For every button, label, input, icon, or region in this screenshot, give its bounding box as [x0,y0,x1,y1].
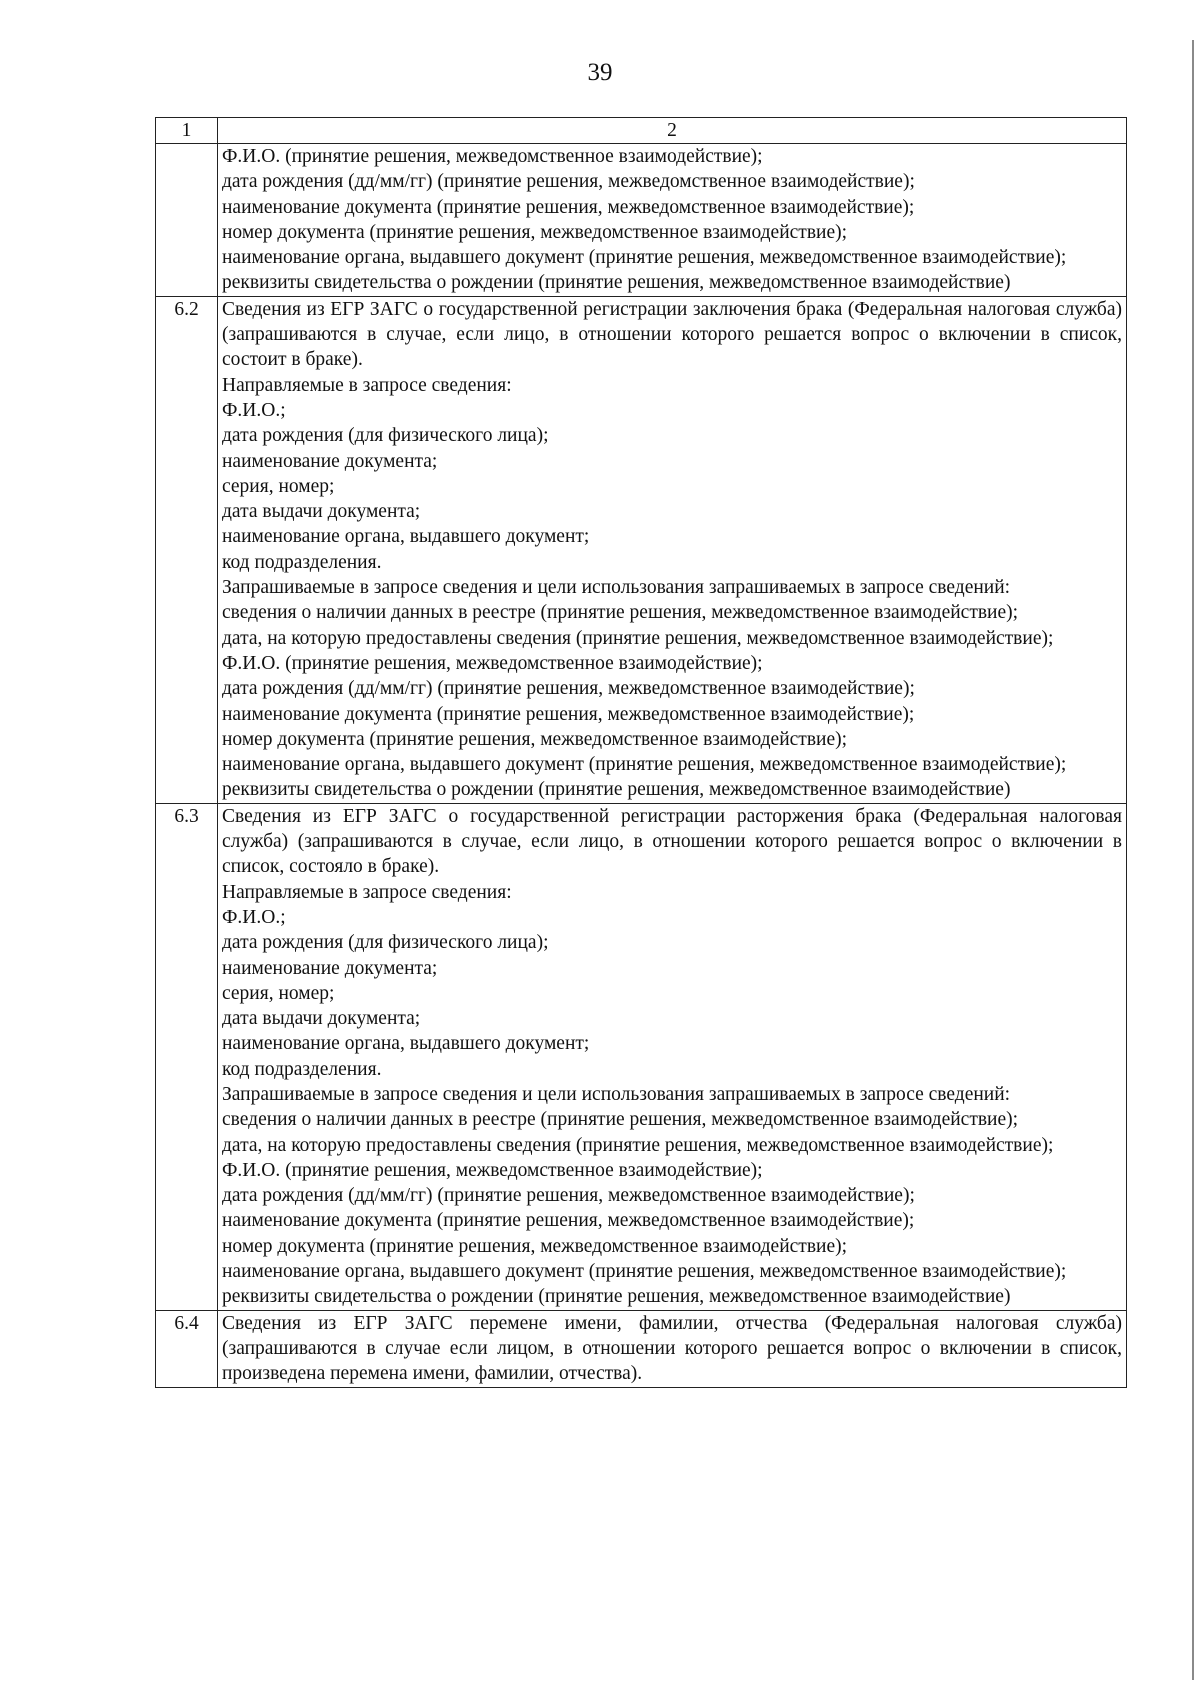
content-line: наименование органа, выдавшего документ (принятие решения, межведомственное взаимодействие); [222,247,1067,269]
content-line: Ф.И.О.; [222,906,286,928]
content-line: Ф.И.О. (принятие решения, межведомственное взаимодействие); [222,1159,763,1181]
row-content [218,296,1127,803]
content-line: Ф.И.О. (принятие решения, межведомственное взаимодействие); [222,652,763,674]
row-content [218,144,1127,297]
content-line: наименование органа, выдавшего документ (принятие решения, межведомственное взаимодействие); [222,754,1067,776]
content-line: реквизиты свидетельства о рождении (принятие решения, межведомственное взаимодействие) [222,272,1011,294]
content-line: наименование органа, выдавшего документ (принятие решения, межведомственное взаимодействие); [222,1261,1067,1283]
table-row [156,296,1127,803]
table-row [156,803,1127,1310]
content-line: дата, на которую предоставлены сведения (принятие решения, межведомственное взаимодействие); [222,627,1054,649]
row-number [156,144,218,297]
content-line: реквизиты свидетельства о рождении (принятие решения, межведомственное взаимодействие) [222,779,1011,801]
content-line: дата выдачи документа; [222,1008,421,1030]
table-row [156,1310,1127,1387]
content-line: Направляемые в запросе сведения: [222,374,512,396]
row-content [218,803,1127,1310]
content-line: дата рождения (для физического лица); [222,425,549,447]
content-line: серия, номер; [222,475,335,497]
content-line: Запрашиваемые в запросе сведения и цели использования запрашиваемых в запросе сведений: [222,577,1011,599]
content-line: Сведения из ЕГР ЗАГС перемене имени, фамилии, отчества (Федеральная налоговая служба) (запрашиваются в случае если лицом, в отношении которого решается вопрос о включении в список, произведена перемена имени, фамилии, отчества). [222,1312,1122,1385]
content-line: номер документа (принятие решения, межведомственное взаимодействие); [222,1235,848,1257]
content-line: наименование органа, выдавшего документ; [222,526,590,548]
content-line: наименование документа; [222,957,438,979]
requirements-table [155,117,1127,1388]
content-line: код подразделения. [222,1058,382,1080]
content-line: дата рождения (для физического лица); [222,932,549,954]
content-line: Ф.И.О. (принятие решения, межведомственное взаимодействие); [222,146,763,167]
content-line: наименование органа, выдавшего документ; [222,1033,590,1055]
row-number: 6.3 [156,803,218,1310]
content-line: номер документа (принятие решения, межведомственное взаимодействие); [222,221,848,243]
content-line: серия, номер; [222,982,335,1004]
content-line: сведения о наличии данных в реестре (принятие решения, межведомственное взаимодействие); [222,1109,1019,1131]
page-edge-line [1192,40,1194,1680]
content-line: наименование документа (принятие решения, межведомственное взаимодействие); [222,1210,915,1232]
content-line: наименование документа; [222,450,438,472]
content-line: код подразделения. [222,551,382,573]
content-line: Ф.И.О.; [222,399,286,421]
row-number: 6.4 [156,1310,218,1387]
content-line: Сведения из ЕГР ЗАГС о государственной регистрации заключения брака (Федеральная налоговая служба) (запрашиваются в случае, если лицо, в отношении которого решается вопрос о включении в список, состоит в браке). [222,298,1122,371]
content-line: наименование документа (принятие решения, межведомственное взаимодействие); [222,196,915,218]
content-line: дата выдачи документа; [222,501,421,523]
table-row [156,144,1127,297]
content-line: Запрашиваемые в запросе сведения и цели использования запрашиваемых в запросе сведений: [222,1083,1011,1105]
row-content [218,1310,1127,1387]
content-line: дата рождения (дд/мм/гг) (принятие решения, межведомственное взаимодействие); [222,678,915,700]
content-line: наименование документа (принятие решения, межведомственное взаимодействие); [222,703,915,725]
page-number: 39 [587,59,613,86]
content-line: дата рождения (дд/мм/гг) (принятие решения, межведомственное взаимодействие); [222,171,915,193]
table-body [156,144,1127,1388]
table-header-row [156,118,1127,144]
column-header-content: 2 [218,118,1127,144]
content-line: реквизиты свидетельства о рождении (принятие решения, межведомственное взаимодействие) [222,1286,1011,1308]
content-line: Сведения из ЕГР ЗАГС о государственной регистрации расторжения брака (Федеральная налоговая служба) (запрашиваются в случае, если лицо, в отношении которого решается вопрос о включении в список, состояло в браке). [222,805,1122,878]
content-line: дата, на которую предоставлены сведения (принятие решения, межведомственное взаимодействие); [222,1134,1054,1156]
content-line: Направляемые в запросе сведения: [222,881,512,903]
content-line: дата рождения (дд/мм/гг) (принятие решения, межведомственное взаимодействие); [222,1185,915,1207]
content-line: номер документа (принятие решения, межведомственное взаимодействие); [222,728,848,750]
content-line: сведения о наличии данных в реестре (принятие решения, межведомственное взаимодействие); [222,602,1019,624]
column-header-number: 1 [156,118,218,144]
row-number: 6.2 [156,296,218,803]
